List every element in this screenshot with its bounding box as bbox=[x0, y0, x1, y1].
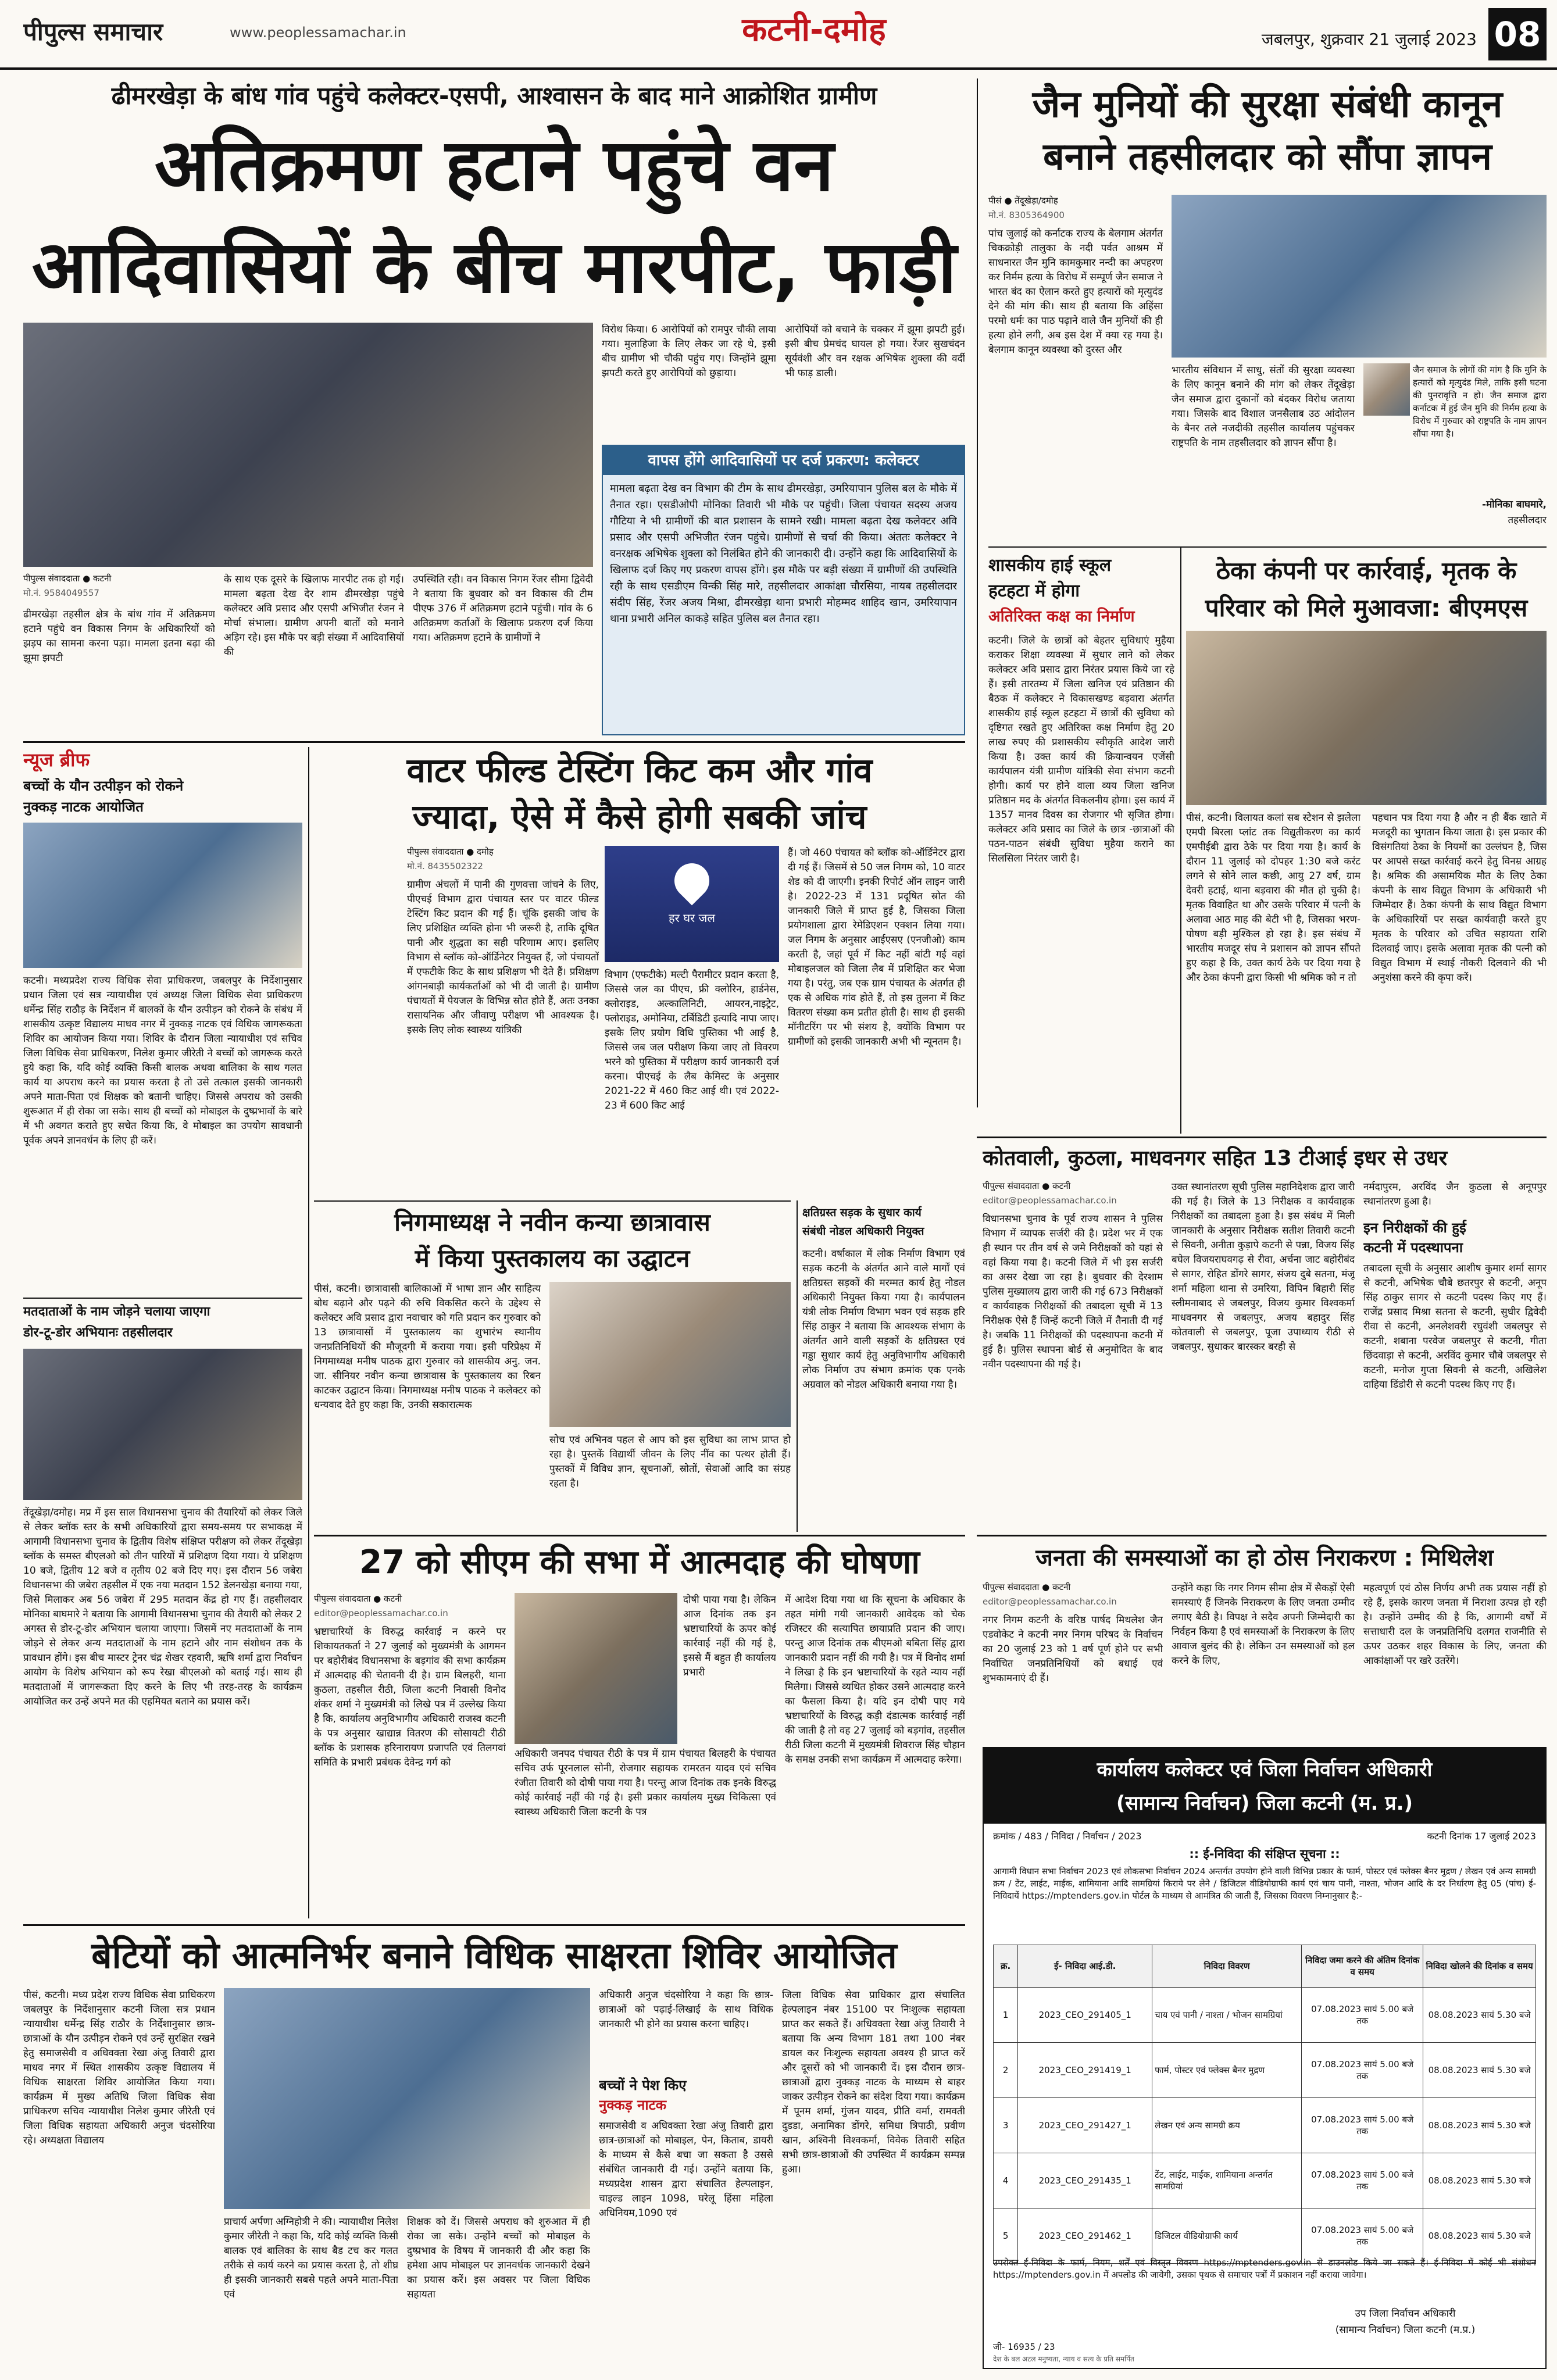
a5-headline-line2: ज्यादा, ऐसे में कैसे होगी सबकी जांच bbox=[412, 797, 867, 837]
a9-col1: भ्रष्टाचारियों के विरुद्ध कार्रवाई न करने पर शिकायतकर्ता ने 27 जुलाई को मुख्यमंत्री के आगमन पर बहोरीबंद विधानसभा के बड़गांव की सभा कार्यक्रम में आत्मदाह की चेतावनी दी है। ग्राम बिलहरी, थाना कुठला, तहसील रीठी, जिला कटनी निवासी विनोद शंकर शर्मा ने मुख्यमंत्री को लिखे पत्र में उल्लेख किया है कि, कार्यालय अनुविभागीय अधिकारी राजस्व कटनी के पत्र अनुसार खाद्यान्न वितरण की सोसायटी रीठी ब्लॉक के प्रशासक हरिनारायण प्रजापति एवं तिलगवां समिति के प्रभारी प्रबंधक देवेन्द्र गर्ग को bbox=[314, 1626, 506, 1768]
a2-col1: पांच जुलाई को कर्नाटक राज्य के बेलगाम अंतर्गत चिकक्रोड़ी तालुका के नदी पर्वत आश्रम में साधनारत जैन मुनि कामकुमार नन्दी का अपहरण कर निर्मम हत्या के विरोध में सम्पूर्ण जैन समाज ने भारत बंद का ऐलान करते हुए हत्यारों को मृत्युदंड देने की मांग की। साथ ही बताया कि अहिंसा परमो धर्मः का पाठ पढ़ाने वाले जैन मुनियों की ही हत्या होने लगी, अब इस देश में क्या रह गया है। बेलगाम कानून व्यवस्था को दुरस्त और bbox=[988, 228, 1163, 356]
th-submit: निविदा जमा करने की अंतिम दिनांक व समय bbox=[1302, 1945, 1423, 1988]
tender-cell: चाय एवं पानी / नाश्ता / भोजन सामग्रियां bbox=[1152, 1988, 1302, 2043]
a11-col3: शिक्षक को दें। जिससे अपराध को शुरुआत में ही रोका जा सके। उन्होंने बच्चों को मोबाइल के दुष्प्रभाव के विषय में जानकारी दी और कहा कि हमेशा आप मोबाइल पर ज्ञानवर्धक जानकारी देखने का प्रयास करें। इस अवसर पर जिला विधिक सहायता bbox=[407, 2216, 590, 2300]
divider bbox=[977, 1535, 1547, 1536]
section-title: कटनी-दमोह bbox=[742, 11, 886, 49]
notice-date: कटनी दिनांक 17 जुलाई 2023 bbox=[1427, 1831, 1536, 1842]
a2-col2: भारतीय संविधान में साधु, संतों की सुरक्षा व्यवस्था के लिए कानून बनाने की मांग को लेकर तेंदूखेड़ा जैन समाज द्वारा दुकानों को बंदकर विरोध जताया गया। जिसके बाद विशाल जनसैलाब उठ आंदोलन के बैनर तले नजदीकी तहसील कार्यालय पहुंचकर राष्ट्रपति के नाम तहसीलदार को ज्ञापन सौंपा है। bbox=[1172, 364, 1355, 449]
water-drop-icon bbox=[667, 856, 717, 906]
a11-headline: बेटियों को आत्मनिर्भर बनाने विधिक साक्षरता शिविर आयोजित bbox=[91, 1934, 897, 1977]
tender-cell: 08.08.2023 सायं 5.30 बजे bbox=[1423, 1988, 1536, 2043]
brief2-headline-line2: डोर-टू-डोर अभियानः तहसीलदार bbox=[23, 1325, 173, 1340]
a3-headline-line1: शासकीय हाई स्कूल bbox=[988, 555, 1112, 576]
a10-headline: जनता की समस्याओं का हो ठोस निराकरण : मिथिलेश bbox=[1035, 1545, 1494, 1571]
tender-row bbox=[994, 1988, 1536, 2043]
divider bbox=[1180, 546, 1181, 1134]
a9-col2: अधिकारी जनपद पंचायत रीठी के पत्र में ग्राम पंचायत बिलहरी के पंचायत सचिव उर्फ पूरनलाल सोनी, रोजगार सहायक रामरतन यादव एवं सचिव रंजीता तिवारी को दोषी पाया गया है। परन्तु आज दिनांक तक इनके विरुद्ध कोई कार्रवाई नहीं की गई है। इसी प्रकार कार्यालय मुख्य चिकित्सा एवं स्वास्थ्य अधिकारी जिला कटनी के पत्र bbox=[515, 1748, 776, 1818]
brief1-headline-line2: नुक्कड़ नाटक आयोजित bbox=[23, 799, 144, 815]
a4-headline-line2: परिवार को मिले मुआवजा: बीएमएस bbox=[1205, 594, 1528, 622]
a2-headline-line1: जैन मुनियों की सुरक्षा संबंधी कानून bbox=[1032, 83, 1503, 126]
notice-sign-line1: उप जिला निर्वाचन अधिकारी bbox=[1355, 2308, 1456, 2320]
a1-col2: के साथ एक दूसरे के खिलाफ मारपीट तक हो गई। मामला बढ़ता देख देर शाम ढीमरखेड़ा पहुंचे कलेक्टर अवि प्रसाद और एसपी अभिजीत रंजन ने मोर्चा संभाला। ग्रामीण अपनी बातों को मनाने अड़िग रहे। इस मौके पर बड़ी संख्या में आदिवासियों की bbox=[224, 574, 404, 658]
a9-email[interactable]: editor@peoplessamachar.co.in bbox=[314, 1608, 448, 1618]
a5-col3: हैं। जो 460 पंचायत को ब्लॉक को-ऑर्डिनेटर द्वारा दी गई हैं। जिसमें से 50 जल निगम को, 10 वाटर शेड को दी जाएगी। इनकी रिपोर्ट ऑन लाइन जारी है। 2022-23 में 131 प्रदूषित स्रोत की जानकारी जिले में प्राप्त हुई है, जिसका जिला प्रयोगशाला द्वारा रेमेडिएशन एक्शन लिया गया। जल निगम के अनुसार आईएसए (एनजीओ) काम करती है, जहां पूर्व में किट नहीं बांटी गई वहां मोबाइलजल को जिला लैब में प्रशिक्षित कर भेजा गया है। परंतु, जब एक ग्राम पंचायत के अंतर्गत ही एक से अधिक गांव होते हैं, तो इस तुलना में किट वितरण संख्या कम प्रतीत होती है। साथ ही इसकी मॉनीटरिंग पर भी संशय है, क्योंकि विभाग पर ग्रामीणों को इसकी जानकारी अभी भी न्यूनतम है। bbox=[788, 847, 965, 1048]
tender-cell: 08.08.2023 सायं 5.30 बजे bbox=[1423, 2043, 1536, 2098]
tender-cell: 07.08.2023 सायं 5.00 बजे तक bbox=[1302, 2043, 1423, 2098]
a1-box-head: वापस होंगे आदिवासियों पर दर्ज प्रकरण: कलेक्टर bbox=[603, 446, 964, 475]
a6-photo bbox=[549, 1282, 791, 1427]
tender-row bbox=[994, 2153, 1536, 2209]
tender-cell: 2023_CEO_291462_1 bbox=[1018, 2209, 1152, 2264]
divider bbox=[23, 1924, 965, 1926]
a1-col1: ढीमरखेड़ा तहसील क्षेत्र के बांध गांव में अतिक्रमण हटाने पहुंचे वन विकास निगम के अधिकारियों को झड़प का सामना करना पड़ा। मामला इतना बढ़ा की झूमा झपटी bbox=[23, 609, 215, 664]
divider bbox=[308, 747, 309, 1918]
tender-row bbox=[994, 2209, 1536, 2264]
tender-cell: 2023_CEO_291435_1 bbox=[1018, 2153, 1152, 2209]
a2-portrait bbox=[1363, 363, 1410, 416]
tender-cell: 07.08.2023 सायं 5.00 बजे तक bbox=[1302, 2209, 1423, 2264]
site-url[interactable]: www.peoplessamachar.in bbox=[230, 24, 406, 41]
tender-cell: डिजिटल वीडियोग्राफी कार्य bbox=[1152, 2209, 1302, 2264]
a10-col2: उन्होंने कहा कि नगर निगम सीमा क्षेत्र में सैकड़ों ऐसी समस्याएं हैं जिनके निराकरण के लिए जनता उम्मीद लगाए बैठी है। विपक्ष ने सदैव अपनी जिम्मेदारी का निर्वहन किया है एवं समस्याओं के निराकरण के लिए आवाज बुलंद की है। लेकिन उन समस्याओं को हल करने के लिए, bbox=[1172, 1582, 1355, 1667]
notice-footer: उपरोक्त ई-निविदा के फार्म, नियम, शर्तें एवं विस्तृत विवरण https://mptenders.gov.in से डाउनलोड किये जा सकते हैं। ई-निविदा में कोई भी संशोधन https://mptenders.gov.in में अपलोड की जावेगी, उसका पृथक से समाचार पत्रों में प्रकाशन नहीं कराया जावेगा। bbox=[993, 2257, 1536, 2280]
notice-head-line2: (सामान्य निर्वाचन) जिला कटनी (म. प्र.) bbox=[1116, 1792, 1413, 1815]
tender-cell: 08.08.2023 सायं 5.30 बजे bbox=[1423, 2153, 1536, 2209]
a5-kit-image bbox=[605, 846, 779, 962]
th-desc: निविदा विवरण bbox=[1152, 1945, 1302, 1988]
a4-headline-line1: ठेका कंपनी पर कार्रवाई, मृतक के bbox=[1216, 556, 1517, 585]
a9-col2a: दोषी पाया गया है। लेकिन आज दिनांक तक इन भ्रष्टाचारियों के ऊपर कोई कार्रवाई नहीं की गई है, इससे मैं बहुत ही कार्यालय प्रभारी bbox=[683, 1594, 776, 1678]
page-number: 08 bbox=[1488, 8, 1547, 60]
brief2-text: तेंदूखेड़ा/दमोह। मप्र में इस साल विधानसभा चुनाव की तैयारियों को लेकर जिले से लेकर ब्लॉक स्तर के सभी अधिकारियों द्वारा समय-समय पर सभाकक्ष में आगामी विधानसभा चुनाव के द्वितीय विशेष संक्षिप्त परीक्षण को लेकर तेंदूखेड़ा ब्लॉक के समस्त बीएलओ को तीन पारियों में प्रशिक्षण दिया गया। ये प्रशिक्षण 10 बजे, द्वितीय 12 बजे व तृतीय 02 बजे दिए गए। इस दौरान 56 जबेरा विधानसभा की जबेरा तहसील में एक नया मतदान 152 डेलनखेड़ा बनाया गया, जिसे मिलाकर अब 56 जबेरा में 295 मतदान केंद्र हो गए हैं। तहसीलदार मोनिका बाघमारे ने बताया कि आगामी विधानसभा चुनाव की तैयारी को लेकर 2 अगस्त से डोर-टू-डोर अभियान चलाया जाएगा। जिसमें नए मतदाताओं के नाम जोड़ने से लेकर अन्य मतदाताओं के नाम हटाने और नाम संशोधन तक के प्रावधान होंगे। इस बीच मास्टर ट्रेनर चंद्र शेखर रहवारी, ऋषि शर्मा द्वारा निर्वाचन आयोग के विशेष अभियान को रूप रेखा बीएलओ को बताई गई। साथ ही मतदाताओं में जागरूकता दिए करने के लिए भी तरह-तरह के कार्यक्रम आयोजित कर उन्हें अपने मत की एहमियत बताने का प्रयास करें। bbox=[23, 1507, 302, 1707]
tender-cell: 5 bbox=[994, 2209, 1018, 2264]
brief2-photo bbox=[23, 1349, 302, 1500]
tender-cell: 08.08.2023 सायं 5.30 बजे bbox=[1423, 2209, 1536, 2264]
a1-box-text: मामला बढ़ता देख वन विभाग की टीम के साथ ढीमरखेड़ा, उमरियापान पुलिस बल के मौके में तैनात रहा। एसडीओपी मोनिका तिवारी भी मौके पर पहुंची। जिला पंचायत सदस्य अजय गौटिया ने भी ग्रामीणों की बात प्रशासन के सामने रखी। मामला बढ़ता देख कलेक्टर अवि प्रसाद और एसपी अभिजीत रंजन पहुंचे। ग्रामीणों से चर्चा की किया। अंततः कलेक्टर ने वनरक्षक अभिषेक शुक्ला को निलंबित होने की जानकारी दी। उन्होंने कहा कि आदिवासियों के खिलाफ दर्ज किए गए प्रकरण वापस होंगे। इस मौके पर बड़ी संख्या में ग्रामीणों की उपस्थिति रही के साथ एसडीएम विन्की सिंह मारे, तहसीलदार आकांक्षा चौरसिया, नायब तहसीलदार संदीप सिंह, रेंजर अजय मिश्रा, ढीमरखेड़ा थाना प्रभारी मोहम्मद शाहिद खान, उमरियापान थाना प्रभारी अनिल काकड़े सहित पुलिस बल तैनात रहा। bbox=[610, 483, 957, 625]
a1-col4: विरोध किया। 6 आरोपियों को रामपुर चौकी लाया गया। मुलाहिजा के लिए लेकर जा रहे थे, इसी बीच ग्रामीण भी चौकी पहुंच गए। जिन्होंने झूमा झपटी करते हुए आरोपियों को छुड़ाया। bbox=[602, 324, 776, 379]
a11-subhead-line1: बच्चों ने पेश किए bbox=[599, 2077, 687, 2093]
a8-headline: कोतवाली, कुठला, माधवनगर सहित 13 टीआई इधर से उधर bbox=[983, 1146, 1448, 1170]
notice-sign-line2: (सामान्य निर्वाचन) जिला कटनी (म.प्र.) bbox=[1335, 2324, 1476, 2336]
a2-sign-title: तहसीलदार bbox=[1508, 514, 1547, 526]
a9-headline: 27 को सीएम की सभा में आत्मदाह की घोषणा bbox=[359, 1543, 920, 1581]
divider bbox=[314, 1200, 791, 1202]
a3-headline-line2: हटहटा में होगा bbox=[988, 581, 1080, 601]
a1-sidebar-box bbox=[602, 445, 965, 735]
notice-code: जी- 16935 / 23 bbox=[993, 2342, 1055, 2352]
tender-row bbox=[994, 2043, 1536, 2098]
divider bbox=[23, 741, 965, 743]
a11-col4b: समाजसेवी व अधिवक्ता रेखा अंजु तिवारी द्वारा छात्र-छात्राओं को मोबाइल, पेन, किताब, डायरी के माध्यम से कैसे बचा जा सकता है उससे संबंधित जानकारी दी गई। उन्होंने बताया कि, मध्यप्रदेश शासन द्वारा संचालित हेल्पलाइन, चाइल्ड लाइन 1098, घरेलू हिंसा महिला अधिनियम,1090 एवं bbox=[599, 2120, 773, 2219]
a8-col2: उक्त स्थानांतरण सूची पुलिस महानिदेशक द्वारा जारी की गई है। जिले के 13 निरीक्षक व कार्यवाहक निरीक्षकों का तबादला हुआ है। इस संबंध में मिली जानकारी के अनुसार निरीक्षक सतीश तिवारी कटनी से सिवनी, अनीता कुड़ापे कटनी से पन्ना, विजय सिंह बघेल विजयराघवगढ़ से रीवा, अर्चना जाट बहोरीबंद से सागर, रोहित डोंगरे सागर, संजय दुबे सतना, मंजू शर्मा महिला थाना से उमरिया, विपिन बिहारी सिंह स्लीमनाबाद से जबलपुर, विजय कुमार विश्वकर्मा माधवनगर से जबलपुर, अजय बहादुर सिंह कोतवाली से जबलपुर, पूजा उपाध्याय रीठी से जबलपुर, सुधाकर बारस्कर बरही से bbox=[1172, 1181, 1355, 1353]
tender-cell: टेंट, लाईट, माईक, शामियाना अन्तर्गत सामग्रियां bbox=[1152, 2153, 1302, 2209]
issue-date: जबलपुर, शुक्रवार 21 जुलाई 2023 bbox=[1261, 30, 1477, 49]
a8-col3b: तबादला सूची के अनुसार आशीष कुमार शर्मा सागर से कटनी, अभिषेक चौबे छतरपुर से कटनी, अनूप सिंह ठाकुर सागर से कटनी पदस्थ किए गए हैं। राजेंद्र प्रसाद मिश्रा सतना से कटनी, सुधीर द्विवेदी रीवा से कटनी, अनलेशवरी रघुवंशी जबलपुर से कटनी, शबाना परवेज जबलपुर से कटनी, गीता छिंदवाड़ा से कटनी, अरविंद कुमार चौबे जबलपुर से कटनी, मनोज गुप्ता सिवनी से कटनी, अखिलेश दाहिया डिंडोरी से कटनी पदस्थ किए गए हैं। bbox=[1363, 1263, 1547, 1391]
a11-col5: जिला विधिक सेवा प्राधिकार द्वारा संचालित हेल्पलाइन नंबर 15100 पर निःशुल्क सहायता प्राप्त कर सकते हैं। अधिवक्ता रेखा अंजु तिवारी ने बताया कि अन्य विभाग 181 तथा 100 नंबर डायल कर निःशुल्क सहायता अवश्य ही प्राप्त करें और दूसरों को भी जानकारी दें। इस दौरान छात्र-छात्राओं द्वारा नुक्कड़ नाटक के माध्यम से बाहर जाकर उत्पीड़न रोकने का संदेश दिया गया। कार्यक्रम में पूनम शर्मा, गुंजन यादव, प्रीति वर्मा, रामवती दुडडा, अनामिका डोंगरे, समिधा त्रिपाठी, प्रवीण खान, अश्विनी विश्वकर्मा, विवेक तिवारी सहित सभी छात्र-छात्राओं की उपस्थित में कार्यक्रम सम्पन्न हुआ। bbox=[782, 1989, 965, 2175]
divider bbox=[977, 1137, 1547, 1138]
a5-kit-label: हर घर जल bbox=[669, 911, 715, 925]
a2-mobile: मो.नं. 8305364900 bbox=[988, 210, 1065, 220]
a1-kicker: ढीमरखेड़ा के बांध गांव पहुंचे कलेक्टर-एसपी, आश्वासन के बाद माने आक्रोशित ग्रामीण bbox=[111, 81, 877, 110]
a8-byline: पीपुल्स संवाददाता ● कटनी bbox=[983, 1181, 1071, 1191]
th-open: निविदा खोलने की दिनांक व समय bbox=[1423, 1945, 1536, 1988]
a7-headline-line2: संबंधी नोडल अधिकारी नियुक्त bbox=[802, 1225, 924, 1238]
a3-text: कटनी। जिले के छात्रों को बेहतर सुविधाएं मुहैया कराकर शिक्षा व्यवस्था में सुधार लाने को लेकर कलेक्टर अवि प्रसाद द्वारा निरंतर प्रयास किये जा रहे हैं। इसी तारतम्य में जिला खनिज एवं प्रतिष्ठान की बैठक में कलेक्टर ने विकासखण्ड बड़वारा अंतर्गत शासकीय हाई स्कूल हटहटा में छात्रों की सुविधा को दृष्टिगत रखते हुए अतिरिक्त कक्ष निर्माण हेतु 20 लाख रुपए की प्रशासकीय स्वीकृति आदेश जारी किया है। उक्त कार्य की क्रियान्वयन एजेंसी कार्यपालन यंत्री ग्रामीण यांत्रिकी सेवा संभाग कटनी होगी। कार्य पर होने वाला व्यय जिला खनिज प्रतिष्ठान मद के अंतर्गत विकलनीय होगा। इस कार्य में 1357 मानव दिवस का रोजगार भी सृजित होगा। कलेक्टर अवि प्रसाद का जिले के छात्र -छात्राओं की पठन-पाठन संबंधी सुविधा मुहैया कराने का सिलसिला निरंतर जारी है। bbox=[988, 635, 1174, 864]
brief-label: न्यूज ब्रीफ bbox=[23, 749, 90, 771]
a2-caption: जैन समाज के लोगों की मांग है कि मुनि के हत्यारों को मृत्युदंड मिले, ताकि इसी घटना की पुनरावृत्ति न हो। जैन समाज द्वारा कर्नाटक में हुई जैन मुनि की निर्मम हत्या के विरोध में गुरुवार को राष्ट्रपति के नाम ज्ञापन सौंपा गया है। bbox=[1413, 364, 1547, 439]
a2-byline: पीसं ● तेंदूखेड़ा/दमोह bbox=[988, 195, 1058, 206]
a2-headline-line2: बनाने तहसीलदार को सौंपा ज्ञापन bbox=[1043, 135, 1492, 178]
brief1-text: कटनी। मध्यप्रदेश राज्य विधिक सेवा प्राधिकरण, जबलपुर के निर्देशानुसार प्रधान जिला एवं सत्र न्यायाधीश एवं अध्यक्ष जिला विधिक सेवा प्राधिकरण धर्मेन्द्र सिंह राठौड़ के निर्देशन में बालकों के यौन उत्पीड़न को रोकने के संबंध में शासकीय उत्कृष्ट विद्यालय माधव नगर में नुक्कड़ नाटक एवं विधिक जागरूकता शिविर का आयोजन किया गया। शिविर के दौरान जिला न्यायाधीश एवं सचिव जिला विधिक सेवा प्राधिकरण, निलेश कुमार जीरेती ने बच्चों को जागरूक करते हुये कहा कि, यदि कोई व्यक्ति किसी बालक अथवा बालिका के साथ गलत कार्य या अपराध करने का प्रयास करता है तो उसे तत्काल इसकी जानकारी अपने माता-पिता एवं शिक्षक को बतानी चाहिए। जिससे अपराध को उसकी शुरूआत में ही रोका जा सके। साथ ही बच्चों को मोबाइल के दुष्प्रभावों के बारे में भी अवगत कराते हुए सचेत किया कि, वे मोबाइल का उपयोग सावधानी पूर्वक अपने ज्ञानवर्धन के लिए ही करें। bbox=[23, 975, 302, 1146]
a11-subhead-line2: नुक्कड़ नाटक bbox=[599, 2097, 667, 2113]
a2-sign-name: -मोनिका बाघमारे, bbox=[1482, 499, 1547, 510]
a11-col1: पीसं, कटनी। मध्य प्रदेश राज्य विधिक सेवा प्राधिकरण जबलपुर के निर्देशानुसार कटनी जिला सत्र प्रधान न्यायाधीश धर्मेन्द्र सिंह राठौर के निर्देशानुसार छात्र-छात्राओं के यौन उत्पीड़न रोकने एवं उन्हें सुरक्षित रखने हेतु समाजसेवी व अधिवक्ता रेखा अंजु तिवारी द्वारा माधव नगर में स्थित शासकीय उत्कृष्ट विद्यालय में विधिक साक्षरता शिविर आयोजित किया गया। कार्यक्रम में मुख्य अतिथि जिला विधिक सेवा प्राधिकरण सचिव न्यायाधीश निलेश कुमार जीरेती एवं जिला विधिक सहायता अधिकारी अनुज चंदसोरिया रहे। अध्यक्षता विद्यालय bbox=[23, 1989, 215, 2146]
a10-email[interactable]: editor@peoplessamachar.co.in bbox=[983, 1596, 1117, 1607]
tender-cell: 4 bbox=[994, 2153, 1018, 2209]
a8-col1: विधानसभा चुनाव के पूर्व राज्य शासन ने पुलिस विभाग में व्यापक सर्जरी की है। प्रदेश भर में एक ही स्थान पर तीन वर्ष से जमे निरीक्षकों को यहां से वहां किया गया है। कटनी जिले में भी इस सर्जरी का असर देखा जा रहा है। बुधवार की देरशाम पुलिस मुख्यालय द्वारा जारी की गई 673 निरीक्षकों व कार्यवाहक निरीक्षकों की तबादला सूची में 13 निरीक्षक ऐसे हैं जिन्हें कटनी जिले में तैनाती दी गई है। जबकि 11 निरीक्षकों की पदस्थापना कटनी में हुई है। पुलिस स्थापना बोर्ड से अनुमोदित के बाद नवीन पदस्थापना की गई है। bbox=[983, 1213, 1163, 1370]
a6-headline-line1: निगमाध्यक्ष ने नवीन कन्या छात्रावास bbox=[394, 1208, 710, 1237]
tender-cell: 2 bbox=[994, 2043, 1018, 2098]
a10-byline: पीपुल्स संवाददाता ● कटनी bbox=[983, 1582, 1071, 1592]
brief1-headline-line1: बच्चों के यौन उत्पीड़न को रोकने bbox=[23, 778, 184, 794]
notice-title: :: ई-निविदा की संक्षिप्त सूचना :: bbox=[1189, 1847, 1340, 1861]
notice-head-line1: कार्यालय कलेक्टर एवं जिला निर्वाचन अधिकारी bbox=[1097, 1758, 1433, 1781]
tender-cell: 07.08.2023 सायं 5.00 बजे तक bbox=[1302, 2098, 1423, 2153]
a7-headline-line1: क्षतिग्रस्त सड़क के सुधार कार्य bbox=[802, 1206, 922, 1219]
tender-cell: 2023_CEO_291419_1 bbox=[1018, 2043, 1152, 2098]
tender-cell: 07.08.2023 सायं 5.00 बजे तक bbox=[1302, 2153, 1423, 2209]
a6-col2: सोच एवं अभिनव पहल से आप को इस सुविधा का लाभ प्राप्त हो रहा है। पुस्तकें विद्यार्थी जीवन के लिए नींव का पत्थर होती हैं। पुस्तकों में विविध ज्ञान, सूचनाओं, स्रोतों, सेवाओं आदि का संग्रह रहता है। bbox=[549, 1434, 791, 1489]
a8-subhead-line1: इन निरीक्षकों की हुई bbox=[1363, 1220, 1466, 1236]
a1-col3: उपस्थिति रही। वन विकास निगम रेंजर सीमा द्विवेदी ने बताया कि बुधवार को वन विकास की टीम पीएफ 376 में अतिक्रमण हटाने पहुंची। गांव के 6 अतिक्रमण कर्ताओं के खिलाफ प्रकरण दर्ज किया गया। अतिक्रमण हटाने के ग्रामीणों ने bbox=[413, 574, 593, 644]
a1-col5: आरोपियों को बचाने के चक्कर में झूमा झपटी हुई। इसी बीच प्रेमचंद घायल हो गया। रेंजर सुखचंदन सूर्यवंशी और वन रक्षक अभिषेक शुक्ला की वर्दी भी फाड़ डाली। bbox=[785, 324, 965, 379]
tender-cell: 2023_CEO_291405_1 bbox=[1018, 1988, 1152, 2043]
notice-small-print: देश के बल अटल मनुष्यता, न्याय व सत्य के प्रति समर्पित bbox=[993, 2355, 1134, 2363]
a10-col3: महत्वपूर्ण एवं ठोस निर्णय अभी तक प्रयास नहीं हो रहे हैं, इसके कारण जनता में निराशा उत्पन्न हो रही है। उन्होंने उम्मीद की है कि, आगामी वर्षों में सत्ताधारी दल के जनप्रतिनिधि दलगत राजनीति से ऊपर उठकर शहर विकास के लिए, जनता की आकांक्षाओं पर खरे उतरेंगे। bbox=[1363, 1582, 1547, 1667]
a9-col3: में आदेश दिया गया था कि सूचना के अधिकार के तहत मांगी गयी जानकारी आवेदक को चेक रजिस्टर की सत्यापित छायाप्रति प्रदान की जाए। परन्तु आज दिनांक तक बीएमओ बबिता सिंह द्वारा जानकारी प्रदान नहीं की गयी है। पत्र में विनोद शर्मा ने लिखा है कि इन भ्रष्टाचारियों के रहते न्याय नहीं मिलेगा। जिससे व्यथित होकर उसने आत्मदाह करने का फैसला किया है। यदि इन दोषी पाए गये भ्रष्टाचारियों के विरुद्ध कड़ी दंडात्मक कार्रवाई नहीं की जाती है तो वह 27 जुलाई को बड़गांव, तहसील रीठी जिला कटनी में मुख्यमंत्री शिवराज सिंह चौहान के समक्ष उनकी सभा कार्यक्रम में आत्मदाह करेगा। bbox=[785, 1594, 965, 1766]
tender-cell: फार्म, पोस्टर एवं फ्लेक्स बैनर मुद्रण bbox=[1152, 2043, 1302, 2098]
a1-byline: पीपुल्स संवाददाता ● कटनी bbox=[23, 573, 112, 584]
tender-cell: 08.08.2023 सायं 5.30 बजे bbox=[1423, 2098, 1536, 2153]
notice-header bbox=[984, 1748, 1545, 1824]
notice-intro: आगामी विधान सभा निर्वाचन 2023 एवं लोकसभा निर्वाचन 2024 अन्तर्गत उपयोग होने वाली विभिन्न प्रकार के फार्म, पोस्टर एवं फ्लेक्स बैनर मुद्रण / लेखन एवं अन्य सामग्री क्रय / टेंट, लाईट, माईक, शामियाना आदि सामग्रियां किराये पर लेने / डिजिटल वीडियोग्राफी कार्य एवं चाय पानी, नाश्ता, भोजन आदि के दर निर्धारण हेतु 05 (पांच) ई- निविदायें https://mptenders.gov.in पोर्टल के माध्यम से आमंत्रित की जाती हैं, जिसका विवरण निम्नानुसार है:- bbox=[993, 1866, 1536, 1901]
divider bbox=[797, 1200, 798, 1532]
tender-cell: 07.08.2023 सायं 5.00 बजे तक bbox=[1302, 1988, 1423, 2043]
a1-mobile: मो.नं. 9584049557 bbox=[23, 588, 99, 598]
a5-mobile: मो.नं. 8435502322 bbox=[407, 861, 483, 871]
a6-col1: पीसं, कटनी। छात्रावासी बालिकाओं में भाषा ज्ञान और साहित्य बोध बढ़ाने और पढ़ने की रुचि विकसित करने के उद्देश्य से कलेक्टर अवि प्रसाद द्वारा नवाचार को गति प्रदान कर गुरुवार को 13 छात्रावासों में पुस्तकालय का शुभारंभ स्थानीय जनप्रतिनिधियों की मौजूदगी में कराया गया। इसी परिप्रेक्ष्य में निगमाध्यक्ष मनीष पाठक द्वारा गुरुवार को शासकीय अनु. जन. जा. सीनियर नवीन कन्या छात्रावास के पुस्तकालय का रिबन काटकर उद्घाटन किया। निगमाध्यक्ष मनीष पाठक ने कलेक्टर को धन्यवाद देते हुए कहा कि, उनकी सकारात्मक bbox=[314, 1283, 541, 1411]
a8-col3: नर्मदापुरम, अरविंद जैन कुठला से अनूपपुर स्थानांतरण हुआ है। bbox=[1363, 1181, 1547, 1207]
tender-notice bbox=[983, 1747, 1547, 2369]
a11-photo bbox=[224, 1988, 590, 2209]
tender-table bbox=[993, 1945, 1536, 2264]
divider bbox=[314, 1535, 965, 1536]
a4-col2: पहचान पत्र दिया गया है और न ही बैंक खाते में मजदूरी का भुगतान किया जाता है। इस प्रकार की विसंगतियां ठेका के नियमों का उल्लंघन है, जिस पर आपसे सख्त कार्रवाई करने हेतु विनम्र आग्रह है। श्रमिक की असामयिक मौत के लिए ठेका कंपनी के साथ विद्युत विभाग के अधिकारी भी जिम्मेदार हैं। ठेका कंपनी के साथ विद्युत विभाग के अधिकारियों पर सख्त कार्यवाही करते हुए मृतक के परिवार को उचित सहायता राशि दिलवाई जाए। इसके अलावा मृतक की पत्नी को विद्युत विभाग में स्थाई नौकरी दिलवाने की भी अनुशंसा करने की कृपा करें। bbox=[1372, 812, 1547, 984]
a2-photo bbox=[1172, 195, 1547, 358]
a1-photo-content bbox=[303, 558, 313, 567]
a5-byline: पीपुल्स संवाददाता ● दमोह bbox=[407, 846, 494, 857]
a9-photo bbox=[515, 1593, 677, 1744]
masthead bbox=[0, 0, 1557, 70]
a8-subhead-line2: कटनी में पदस्थापना bbox=[1363, 1239, 1463, 1256]
a11-col4: अधिकारी अनुज चंदसोरिया ने कहा कि छात्र-छात्राओं को पढ़ाई-लिखाई के साथ विधिक जानकारी भी होने का प्रयास करना चाहिए। bbox=[599, 1989, 773, 2030]
divider bbox=[23, 1298, 302, 1299]
th-sn: क्र. bbox=[994, 1945, 1018, 1988]
a11-col2: प्राचार्य अर्पणा अग्निहोत्री ने की। न्यायाधीश निलेश कुमार जीरेती ने कहा कि, यदि कोई व्यक्ति किसी बालक एवं बालिका के साथ बैड टच कर गलत तरीके से कार्य करने का प्रयास करता है, तो शीघ्र ही इसकी जानकारी सबसे पहले अपने माता-पिता एवं bbox=[224, 2216, 398, 2300]
a5-col2: विभाग (एफटीके) मल्टी पैरामीटर प्रदान करता है, जिससे जल का पीएच, फ्री क्लोरिन, हार्डनेस, क्लोराइड, अल्कालिनिटी, आयरन,नाइट्रेट, फ्लोराइड, अमोनिया, टर्बिडिटी इत्यादि नापा जाए। इसके लिए प्रयोग विधि पुस्तिका भी आई है, जिससे जब जल परीक्षण किया जाए तो विवरण भरने को पुस्तिका में परीक्षण कार्य जानकारी दर्ज करना। पीएचई के लैब केमिस्ट के अनुसार 2021-22 में 460 किट आई थी। एवं 2022-23 में 600 किट आई bbox=[605, 969, 779, 1112]
th-id: ई- निविदा आई.डी. bbox=[1018, 1945, 1152, 1988]
a1-photo bbox=[23, 323, 593, 567]
tender-cell: 3 bbox=[994, 2098, 1018, 2153]
a9-byline: पीपुल्स संवाददाता ● कटनी bbox=[314, 1593, 402, 1604]
a4-col1: पीसं, कटनी। विलायत कलां सब स्टेशन से झलेला एमपी बिरला प्लांट तक विद्युतीकरण का कार्य एमपीईबी द्वारा ठेके पर दिया गया है। कार्य के दौरान 11 जुलाई को दोपहर 1:30 बजे करंट लगने से सोने लाल कछी, आयु 27 वर्ष, ग्राम देवरी हटाई, थाना बड़वारा की मौत हो चुकी है। मृतक विवाहित था और उसके परिवार में पत्नी के अलावा आठ माह की बेटी भी है, जिसका भरण-पोषण बड़ी मुश्किल हो रहा है। इस संबंध में भारतीय मजदूर संघ ने प्रशासन को ज्ञापन सौंपते हुए कहा है कि, उक्त कार्य ठेके पर दिया गया है और ठेका कंपनी द्वारा किसी भी श्रमिक को न तो bbox=[1186, 812, 1360, 984]
brief2-headline-line1: मतदाताओं के नाम जोड़ने चलाया जाएगा bbox=[23, 1305, 210, 1319]
a5-headline-line1: वाटर फील्ड टेस्टिंग किट कम और गांव bbox=[406, 751, 873, 790]
tender-table-header bbox=[994, 1945, 1536, 1988]
a3-headline-line3: अतिरिक्त कक्ष का निर्माण bbox=[988, 607, 1135, 626]
a1-headline-line1: अतिक्रमण हटाने पहुंचे वन bbox=[154, 124, 834, 208]
a10-col1: नगर निगम कटनी के वरिष्ठ पार्षद मिथलेश जैन एडवोकेट ने कटनी नगर निगम परिषद के निर्वाचन का 20 जुलाई 23 को 1 वर्ष पूर्ण होने पर सभी निर्वाचित जनप्रतिनिधियों को बधाई एवं शुभकामनाएं दी हैं। bbox=[983, 1614, 1163, 1684]
tender-cell: 2023_CEO_291427_1 bbox=[1018, 2098, 1152, 2153]
a7-text: कटनी। वर्षाकाल में लोक निर्माण विभाग एवं सड़क कटनी के अंतर्गत आने वाले मार्गों एवं क्षतिग्रस्त सड़कों की मरम्मत कार्य हेतु नोडल अधिकारी नियुक्त किया गया है। कार्यपालन यंत्री लोक निर्माण विभाग भवन एवं सड़क हरि सिंह ठाकुर ने बताया कि आवश्यक संभाग के अंतर्गत आने वाली सड़कों के क्षतिग्रस्त एवं गड्ढा सुधार कार्य हेतु अनुविभागीय अधिकारी लोक निर्माण उप संभाग क्रमांक एक एनके अग्रवाल को नोडल अधिकारी बनाया गया है। bbox=[802, 1248, 965, 1391]
brief1-photo bbox=[23, 823, 302, 968]
a8-email[interactable]: editor@peoplessamachar.co.in bbox=[983, 1195, 1117, 1206]
notice-ref: क्रमांक / 483 / निविदा / निर्वाचन / 2023 bbox=[993, 1831, 1142, 1842]
divider bbox=[988, 546, 1547, 548]
a5-col1: ग्रामीण अंचलों में पानी की गुणवत्ता जांचने के लिए, पीएचई विभाग द्वारा पंचायत स्तर पर वाटर फील्ड टेस्टिंग किट प्रदान की गई हैं। चूंकि इसकी जांच के लिए प्रशिक्षित व्यक्ति होना भी जरूरी है, ताकि दूषित पानी और शुद्धता का सही परिणाम आए। इसलिए विभाग से ब्लॉक को-ऑर्डिनेटर नियुक्त हैं, जो पंचायतों में एफटीके किट के साथ प्रशिक्षण भी देते हैं। प्रशिक्षण आंगनबाड़ी कार्यकर्ताओं को भी दी जाती है। ग्रामीण पंचायतों में पेयजल के विभिन्न स्रोत होते हैं, अतः उनका रासायनिक और जीवाणु परीक्षण भी आवश्यक है। इसके लिए लोक स्वास्थ्य यांत्रिकी bbox=[407, 879, 599, 1036]
logo: पीपुल्स समाचार bbox=[23, 17, 163, 46]
tender-cell: लेखन एवं अन्य सामग्री क्रय bbox=[1152, 2098, 1302, 2153]
a4-photo bbox=[1186, 631, 1547, 805]
tender-cell: 1 bbox=[994, 1988, 1018, 2043]
a6-headline-line2: में किया पुस्तकालय का उद्घाटन bbox=[415, 1244, 690, 1273]
divider bbox=[977, 78, 978, 1107]
tender-row bbox=[994, 2098, 1536, 2153]
a1-headline-line2: आदिवासियों के बीच मारपीट, फाड़ी bbox=[31, 226, 957, 309]
